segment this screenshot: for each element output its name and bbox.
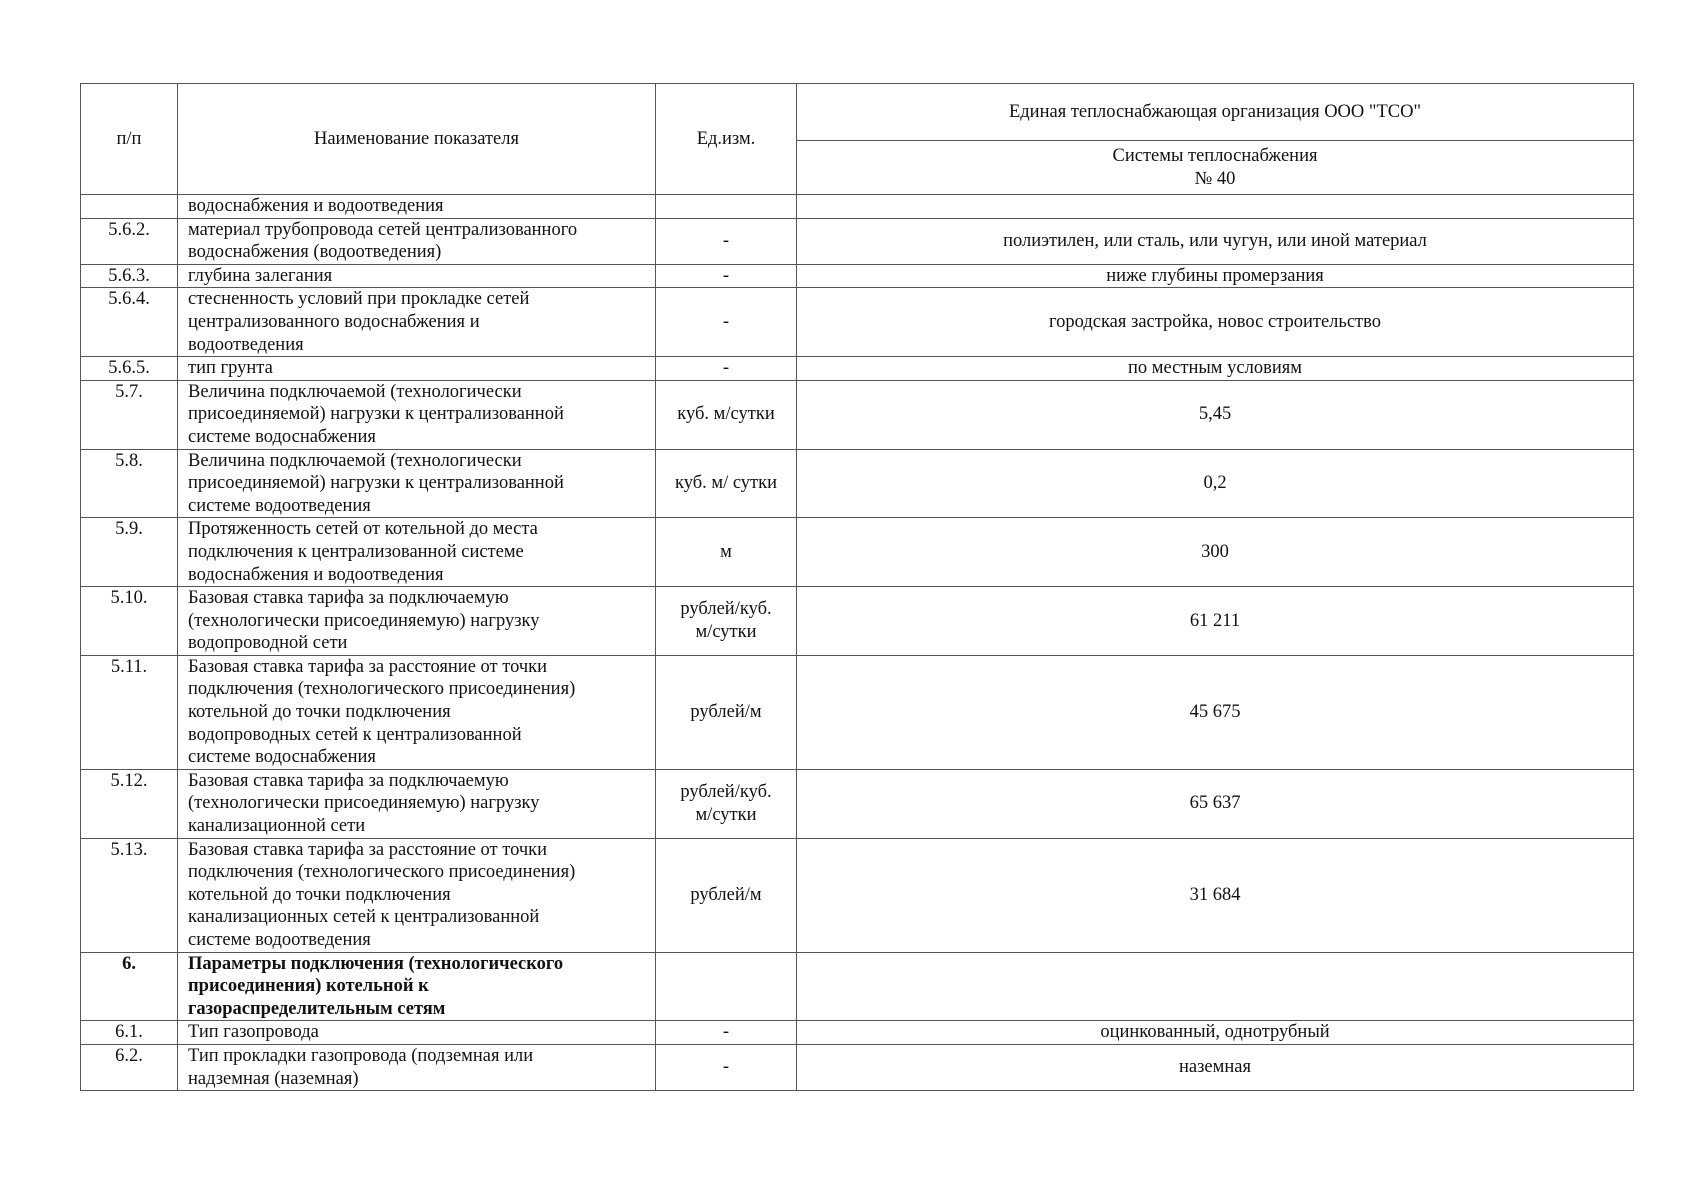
table-row (81, 195, 1634, 219)
indicator-name-line: Базовая ставка тарифа за расстояние от точки (188, 839, 548, 860)
indicator-name-line: водоотведения (188, 334, 304, 355)
row-value (797, 952, 1634, 1021)
row-unit: - (656, 1044, 797, 1090)
row-number: 5.6.3. (81, 264, 178, 288)
indicator-name-line: тип грунта (188, 358, 273, 379)
row-number: 5.8. (81, 449, 178, 518)
row-value: оцинкованный, однотрубный (797, 1021, 1634, 1045)
row-number (81, 195, 178, 219)
header-col-num: п/п (81, 84, 178, 195)
row-number: 5.13. (81, 838, 178, 952)
row-indicator-name (178, 655, 656, 769)
header-system (797, 141, 1634, 195)
indicator-name-line: надземная (наземная) (188, 1068, 359, 1089)
indicator-name-line: присоединяемой) нагрузки к централизованной (188, 473, 564, 494)
row-unit (656, 587, 797, 656)
row-value: 300 (797, 518, 1634, 587)
row-number: 5.6.2. (81, 218, 178, 264)
row-number: 5.9. (81, 518, 178, 587)
indicator-name-line: подключения (технологического присоединения) (188, 862, 576, 883)
table-row (81, 449, 1634, 518)
table-row (81, 769, 1634, 838)
indicator-name-line: водоснабжения и водоотведения (188, 564, 444, 585)
indicator-name-line: глубина залегания (188, 265, 333, 286)
row-indicator-name (178, 449, 656, 518)
table-row (81, 655, 1634, 769)
row-value: ниже глубины промерзания (797, 264, 1634, 288)
indicator-name-line: (технологически присоединяемую) нагрузку (188, 610, 540, 631)
indicator-name-line: котельной до точки подключения (188, 884, 451, 905)
row-indicator-name (178, 769, 656, 838)
row-value: 45 675 (797, 655, 1634, 769)
header-org-title: Единая теплоснабжающая организация ООО "ТСО" (797, 84, 1634, 141)
row-unit: куб. м/ сутки (656, 449, 797, 518)
indicator-name-line: подключения к централизованной системе (188, 541, 524, 562)
indicator-name-line: централизованного водоснабжения и (188, 311, 480, 332)
row-indicator-name (178, 1044, 656, 1090)
row-value: 0,2 (797, 449, 1634, 518)
indicator-name-line: Протяженность сетей от котельной до места (188, 519, 538, 540)
unit-line: рублей/куб. (680, 599, 772, 620)
row-indicator-name (178, 288, 656, 357)
indicator-name-line: Параметры подключения (технологического (188, 953, 564, 974)
row-value: по местным условиям (797, 357, 1634, 381)
indicator-name-line: материал трубопровода сетей централизованного (188, 219, 578, 240)
row-value: городская застройка, новос строительство (797, 288, 1634, 357)
row-unit: м (656, 518, 797, 587)
indicator-name-line: Величина подключаемой (технологически (188, 450, 522, 471)
table-row (81, 357, 1634, 381)
table-row (81, 288, 1634, 357)
row-value: полиэтилен, или сталь, или чугун, или иной материал (797, 218, 1634, 264)
indicator-name-line: канализационной сети (188, 816, 366, 837)
indicator-name-line: присоединения) котельной к (188, 976, 429, 997)
indicator-name-line: присоединяемой) нагрузки к централизованной (188, 404, 564, 425)
row-indicator-name (178, 380, 656, 449)
table-row (81, 264, 1634, 288)
row-indicator-name (178, 1021, 656, 1045)
indicator-name-line: водопроводных сетей к централизованной (188, 724, 522, 745)
indicator-name-line: Базовая ставка тарифа за расстояние от точки (188, 656, 548, 677)
table-row (81, 218, 1634, 264)
table-row (81, 587, 1634, 656)
row-indicator-name (178, 195, 656, 219)
table-header (81, 84, 1634, 195)
table-body (81, 195, 1634, 1091)
indicator-name-line: системе водоотведения (188, 495, 371, 516)
indicator-name-line: водоснабжения (водоотведения) (188, 242, 442, 263)
row-number: 6. (81, 952, 178, 1021)
row-unit: рублей/м (656, 838, 797, 952)
indicator-name-line: Базовая ставка тарифа за подключаемую (188, 770, 509, 791)
row-unit: рублей/м (656, 655, 797, 769)
indicator-name-line: (технологически присоединяемую) нагрузку (188, 793, 540, 814)
unit-line: рублей/куб. (680, 782, 772, 803)
row-unit: - (656, 264, 797, 288)
indicator-name-line: Тип прокладки газопровода (подземная или (188, 1045, 534, 1066)
row-indicator-name (178, 952, 656, 1021)
indicator-name-line: стесненность условий при прокладке сетей (188, 289, 530, 310)
row-indicator-name (178, 357, 656, 381)
header-system-line2: № 40 (1194, 168, 1236, 189)
unit-line: м/сутки (695, 804, 757, 825)
indicator-name-line: газораспределительным сетям (188, 998, 446, 1019)
row-indicator-name (178, 518, 656, 587)
table-row (81, 1044, 1634, 1090)
row-indicator-name (178, 838, 656, 952)
header-col-unit: Ед.изм. (656, 84, 797, 195)
row-indicator-name (178, 587, 656, 656)
row-number: 6.1. (81, 1021, 178, 1045)
row-number: 5.12. (81, 769, 178, 838)
indicator-name-line: Величина подключаемой (технологически (188, 381, 522, 402)
row-number: 5.6.4. (81, 288, 178, 357)
indicator-name-line: подключения (технологического присоединения) (188, 679, 576, 700)
row-value: 65 637 (797, 769, 1634, 838)
indicator-name-line: котельной до точки подключения (188, 702, 451, 723)
row-indicator-name (178, 218, 656, 264)
table-row (81, 380, 1634, 449)
row-number: 5.7. (81, 380, 178, 449)
tariff-parameters-table (80, 83, 1634, 1091)
row-number: 5.6.5. (81, 357, 178, 381)
row-unit: куб. м/сутки (656, 380, 797, 449)
unit-line: м/сутки (695, 621, 757, 642)
indicator-name-line: системе водоснабжения (188, 426, 376, 447)
table-row (81, 952, 1634, 1021)
table-row (81, 1021, 1634, 1045)
header-system-line1: Системы теплоснабжения (1112, 145, 1318, 166)
row-unit: - (656, 1021, 797, 1045)
indicator-name-line: Базовая ставка тарифа за подключаемую (188, 588, 509, 609)
table-row (81, 518, 1634, 587)
row-number: 6.2. (81, 1044, 178, 1090)
header-col-name: Наименование показателя (178, 84, 656, 195)
indicator-name-line: канализационных сетей к централизованной (188, 907, 540, 928)
indicator-name-line: системе водоотведения (188, 930, 371, 950)
indicator-name-line: Тип газопровода (188, 1022, 319, 1043)
table-row (81, 838, 1634, 952)
indicator-name-line: водопроводной сети (188, 633, 348, 654)
row-unit (656, 952, 797, 1021)
row-number: 5.10. (81, 587, 178, 656)
row-indicator-name (178, 264, 656, 288)
indicator-name-line: системе водоснабжения (188, 747, 376, 768)
row-unit (656, 769, 797, 838)
row-unit (656, 195, 797, 219)
row-value: 61 211 (797, 587, 1634, 656)
row-value: 31 684 (797, 838, 1634, 952)
row-value: наземная (797, 1044, 1634, 1090)
row-value: 5,45 (797, 380, 1634, 449)
row-value (797, 195, 1634, 219)
row-unit: - (656, 218, 797, 264)
row-unit: - (656, 288, 797, 357)
indicator-name-line: водоснабжения и водоотведения (188, 196, 444, 216)
row-number: 5.11. (81, 655, 178, 769)
row-unit: - (656, 357, 797, 381)
